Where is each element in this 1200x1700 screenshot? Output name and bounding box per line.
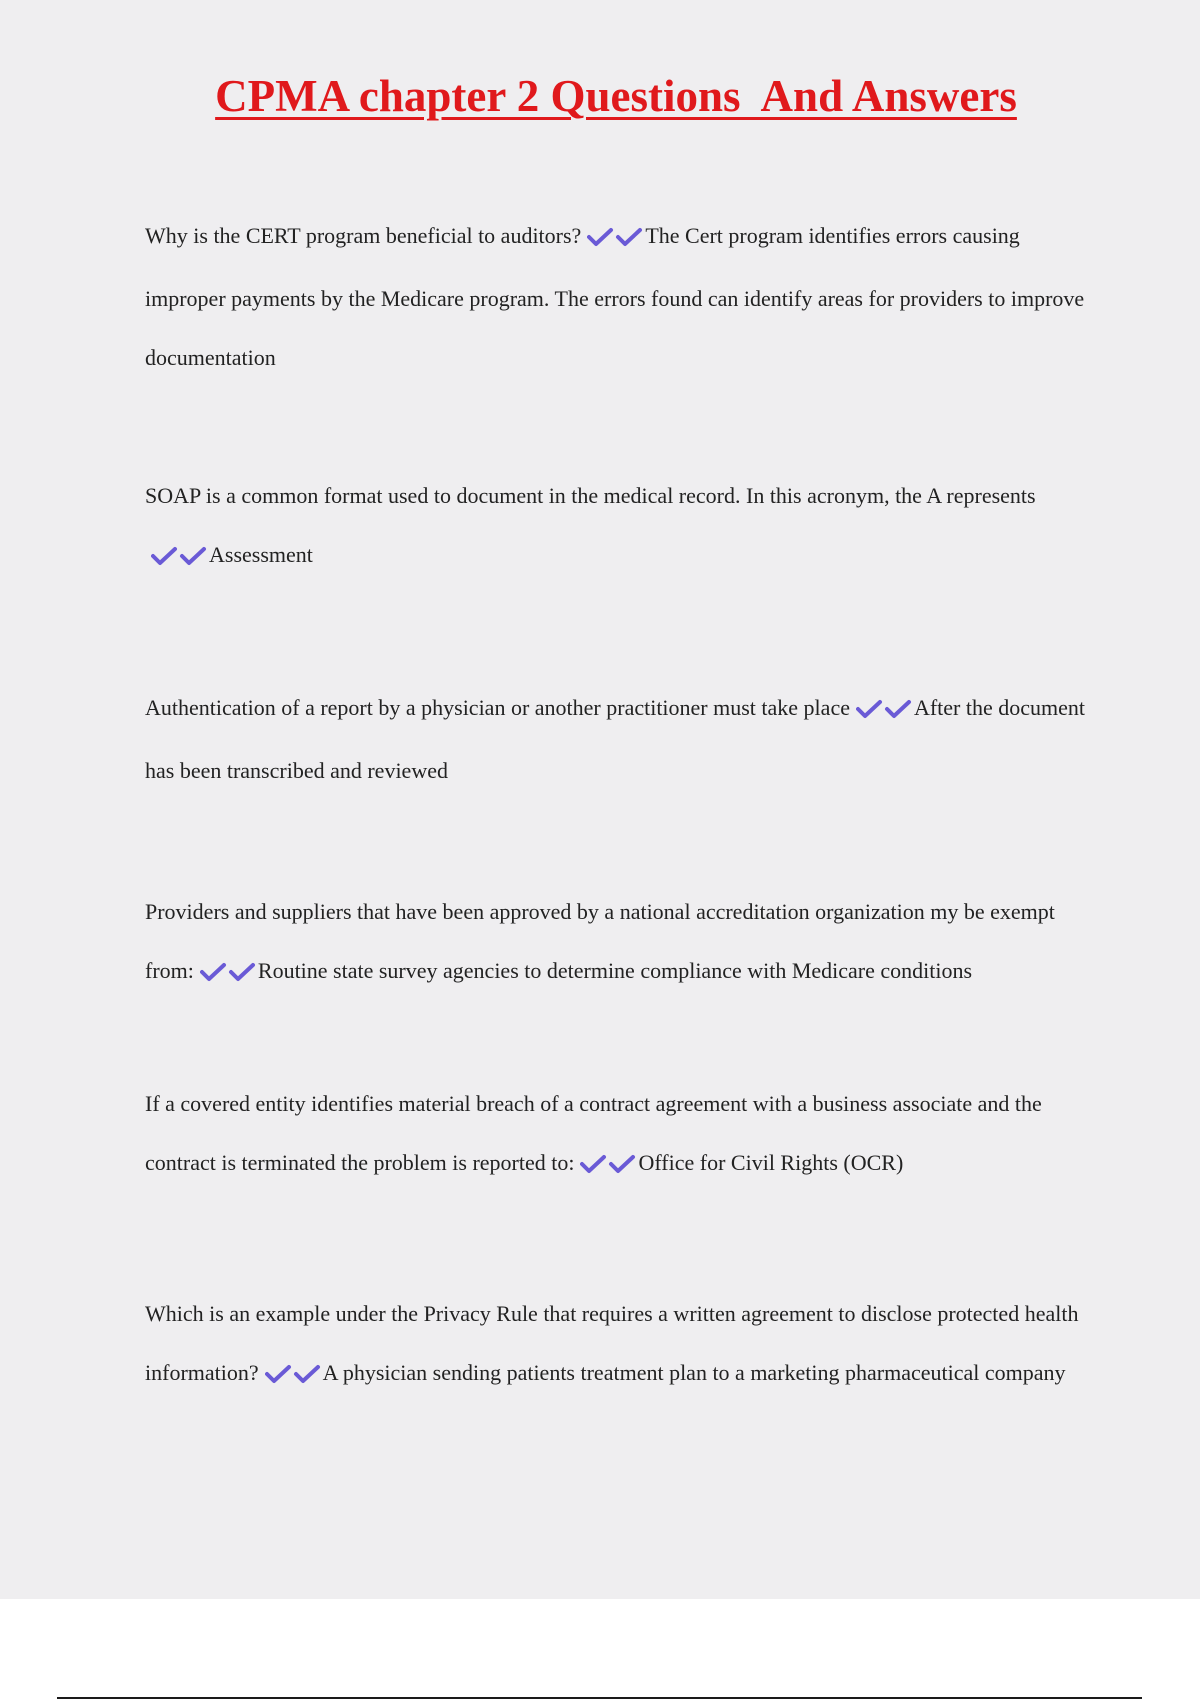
qa-item bbox=[145, 466, 1091, 588]
double-checkmark-icon bbox=[580, 1137, 636, 1196]
answer-text: Routine state survey agencies to determine compliance with Medicare conditions bbox=[257, 958, 973, 983]
question-text: Which is an example under the Privacy Rule that requires a written agreement to disclose protected health information? bbox=[145, 1301, 1079, 1385]
question-text: Providers and suppliers that have been approved by a national accreditation organization my be exempt from: bbox=[145, 899, 1055, 983]
question-text: Authentication of a report by a physician or another practitioner must take place bbox=[145, 695, 850, 720]
question-text: SOAP is a common format used to document in the medical record. In this acronym, the A represents bbox=[145, 483, 1036, 508]
answer-text: Office for Civil Rights (OCR) bbox=[638, 1150, 904, 1175]
answer-text: The Cert program identifies errors causing improper payments by the Medicare program. The errors found can identify areas for providers to improve documentation bbox=[145, 223, 1085, 370]
double-checkmark-icon bbox=[151, 529, 207, 588]
qa-item bbox=[145, 882, 1091, 1004]
qa-item bbox=[145, 678, 1105, 800]
double-checkmark-icon bbox=[265, 1347, 321, 1406]
double-checkmark-icon bbox=[587, 210, 643, 269]
answer-text: Assessment bbox=[209, 542, 313, 567]
qa-item bbox=[145, 206, 1091, 387]
page-bottom-strip bbox=[0, 1599, 1200, 1700]
question-text: If a covered entity identifies material breach of a contract agreement with a business associate and the contract is terminated the problem is reported to: bbox=[145, 1091, 1042, 1175]
qa-item bbox=[145, 1074, 1091, 1196]
double-checkmark-icon bbox=[200, 945, 256, 1004]
double-checkmark-icon bbox=[856, 682, 912, 741]
question-text: Why is the CERT program beneficial to auditors? bbox=[145, 223, 582, 248]
page-title: CPMA chapter 2 Questions And Answers bbox=[215, 71, 1017, 121]
footer-divider bbox=[57, 1697, 1142, 1699]
answer-text: A physician sending patients treatment plan to a marketing pharmaceutical company bbox=[322, 1360, 1066, 1385]
answer-text: After the document has been transcribed and reviewed bbox=[145, 695, 1086, 783]
qa-item bbox=[145, 1284, 1091, 1406]
